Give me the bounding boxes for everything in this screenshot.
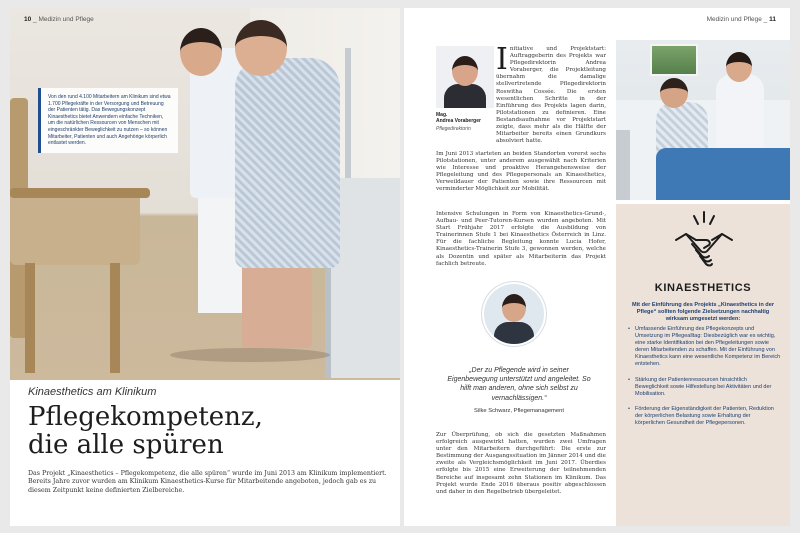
running-head-right [707, 16, 776, 23]
ward-photo [616, 40, 790, 200]
patient-figure [235, 58, 340, 268]
sidebar-title: KINAESTHETICS [654, 282, 752, 294]
portrait-torso [444, 84, 486, 108]
section-label: _ Medizin und Pflege [33, 16, 94, 23]
bed-rail [345, 48, 351, 188]
left-page [10, 8, 400, 526]
portrait-caption-role: Pflegedirektorin [436, 126, 471, 132]
portrait-name: Andrea Voraberger [436, 118, 481, 125]
quote-portrait-torso [494, 322, 534, 344]
list-item: • Förderung der Eigenständigkeit der Patienten, Reduktion der körperlichen Belastung sowie Erhaltung der körperlichen Gesundheit der Pflegepersonen. [628, 406, 782, 427]
bed-rail [616, 130, 630, 200]
body-paragraph: Zur Überprüfung, ob sich die gesetzten Maßnahmen erfolgreich ausgewirkt hatten, wurden zwei Umfragen unter den Mitarbeitern durchgeführt: Die erste zur Bestimmung der Ausgangssituation im Jänner 2014 und die zweite als Vergleichsmöglichkeit im Juni 2017. Überdies erfolgte bis 2015 eine Erweiterung der teilnehmenden Bereiche auf insgesamt zehn Stationen im Klinikum. Das Projekt wurde Ende 2016 überaus positiv abgeschlossen und daher in den Regelbetrieb übergeleitet. [436, 432, 606, 495]
sidebar-intro: Mit der Einführung des Projekts „Kinaesthetics in der Pflege“ sollten folgende Zielsetzungen nachhaltig wirksam umgesetzt werden: [631, 302, 775, 323]
right-page [404, 8, 790, 526]
intro-text: nitiative und Projektstart: Auftraggeberin des Projekts war Pflegedirektorin Andrea Voraberger, die Projektleitung übernahm die damalige stellvertretende Pflegedirektorin Roswitha Cossée. Die ersten wesentlichen Schritte in der Einführung des Projekts lagen darin, Pilotstationen zu definieren. Eine Bestandsaufnahme vor Projektstart zeigte, dass mehr als die Hälfte der Mitarbeiter bereits einen Grundkurs absolviert hatte. [496, 46, 606, 145]
portrait-title: Mag. [436, 112, 448, 118]
drop-cap: I [496, 42, 508, 77]
blanket [656, 148, 790, 200]
quote-portrait [484, 284, 544, 344]
list-item: • Umfassende Einführung des Pflegekonzepts und Umsetzung im Pflegealltag: Diesbezüglich war es wichtig, eine starke Identifikation bei den Pflegeleitungen sowie deren Mitarbeitenden zu schaffen. Mit der Einführung von Kinaesthetics kann eine wesentliche Kompetenz im Bereich entstehen. [628, 326, 782, 369]
patient-figure-head [235, 20, 287, 76]
pull-quote-author: Silke Schwarz, Pflegemanagement [474, 408, 564, 414]
info-box: Von den rund 4.100 Mitarbeitern am Klinikum sind etwa 1.700 Pflegekräfte in der Versorgung und Betreuung der Patienten tätig. Das Bewegungskonzept Kinaesthetics bietet Anwendern einfache Techniken, um die natürlichen Ressourcen von Menschen mit eingeschränkter Beweglichkeit zu nutzen – so können Mitarbeiter, Patienten und auch Angehörige körperlich entlastet werden. [38, 88, 178, 153]
article-lead: Das Projekt „Kinaesthetics – Pflegekompetenz, die alle spüren“ wurde im Juni 2013 am Klinikum implementiert. Bereits Jahre zuvor wurden am Klinikum Kinaesthetics-Kurse für Mitarbeitende angeboten, jedoch gab es zu diesem Zeitpunkt keine definierten Zielbereiche. [28, 470, 387, 494]
patient-figure-head [660, 78, 688, 108]
headline-line: Pflegekompetenz, [28, 402, 263, 432]
sidebar-list [628, 326, 782, 435]
nurse-figure-head [180, 28, 222, 76]
pull-quote: „Der zu Pflegende wird in seiner Eigenbewegung unterstützt und angeleitet. So hilft man anderen, ohne sich selbst zu vernachlässigen.“ [447, 367, 591, 402]
body-paragraph: Im Juni 2013 starteten an beiden Standorten vorerst sechs Pilotstationen, unter anderem ausgewählt nach Kriterien wie Interesse und proaktive Herangehensweise der Pflegeleitung und des Pflegepersonals an Kinaesthetics, Verweildauer der Patienten sowie ihre Ressourcen mit verminderter Möglichkeit zur Mobilität. [436, 151, 606, 193]
portrait-face [452, 56, 478, 86]
page-number: 11 [769, 16, 776, 23]
list-item: • Stärkung der Patientenressourcen hinsichtlich Beweglichkeit sowie Hilfestellung bei Aktivitäten und der Mobilisation. [628, 377, 782, 398]
patient-figure-legs [242, 263, 312, 348]
section-label: Medizin und Pflege _ [706, 16, 768, 23]
article-headline [28, 403, 388, 459]
chair-seat [10, 193, 140, 265]
floor-shadow [170, 348, 330, 362]
handshake-icon [674, 210, 734, 272]
running-head-left [24, 16, 94, 23]
hero-photo [10, 8, 400, 380]
chair-leg [25, 263, 35, 373]
article-kicker: Kinaesthetics am Klinikum [28, 386, 157, 398]
chair-leg [110, 263, 120, 373]
headline-line: die alle spüren [28, 430, 224, 460]
portrait-photo [436, 46, 494, 108]
quote-portrait-face [502, 294, 526, 322]
wall-picture [650, 44, 698, 76]
body-paragraph: Intensive Schulungen in Form von Kinaesthetics-Grund-, Aufbau- und Peer-Tutoren-Kursen wurden angeboten. Mit Start Frühjahr 2017 erfolgte die Ausbildung von Trainerinnen Stufe 1 bei Kinaesthetics Österreich in Linz. Für die fachliche Begleitung konnte Lucia Hofer, Kinaesthetics-Trainerin Stufe 3, gewonnen werden, welche als Dozentin und später als Mitarbeiterin das Projekt fachlich betreute. [436, 211, 606, 267]
kinaesthetics-sidebar [616, 204, 790, 526]
intro-paragraph [496, 42, 606, 145]
chair-arm [10, 188, 150, 198]
page-number: 10 [24, 16, 32, 23]
nurse-figure-head [726, 52, 752, 82]
